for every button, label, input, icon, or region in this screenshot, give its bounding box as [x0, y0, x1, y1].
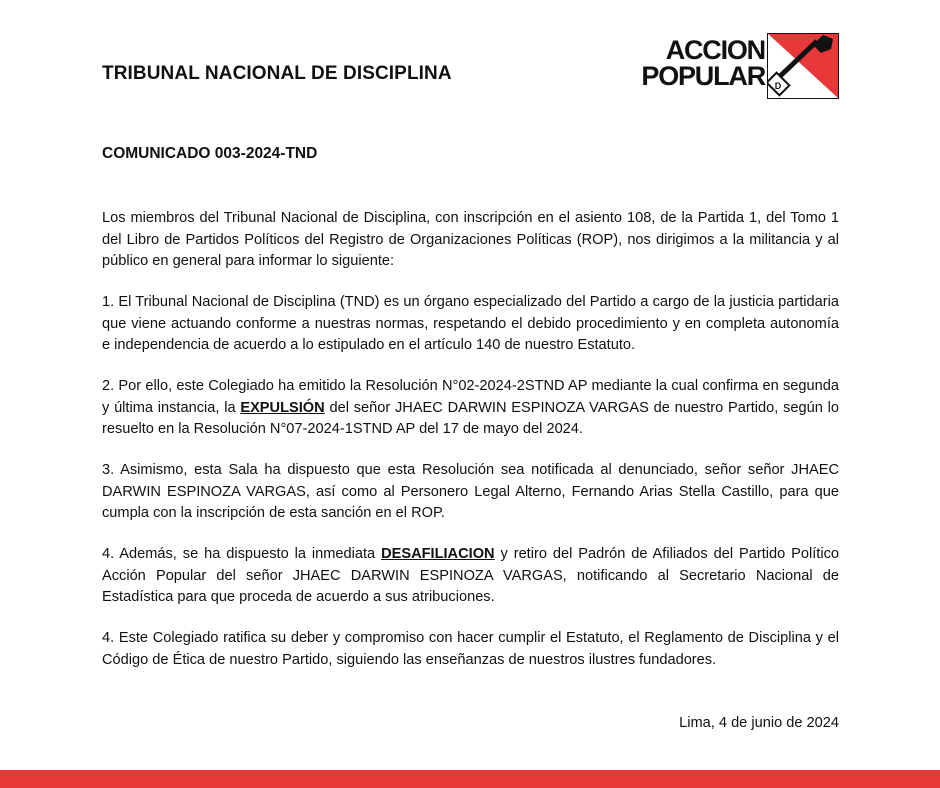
footer-red-bar [0, 770, 940, 788]
comunicado-number: COMUNICADO 003-2024-TND [102, 145, 318, 162]
shovel-emblem-icon [767, 33, 839, 99]
point-4-paragraph [102, 544, 839, 609]
desafiliacion-emphasis: DESAFILIACION [381, 546, 495, 562]
expulsion-emphasis: EXPULSIÓN [240, 399, 325, 416]
point-2-paragraph [102, 376, 839, 441]
shovel-letter: D [774, 81, 782, 91]
point-4-text-before: 4. Además, se ha dispuesto la inmediata [102, 546, 382, 562]
point-4-text-after: y retiro del Padrón de Afiliados del Partido Político Acción Popular del señor JHAEC DARWIN ESPINOZA VARGAS, notificando al Secretario Nacional de Estadística para que proceda de acuerdo a sus atribuciones. [102, 546, 840, 605]
document-date: Lima, 4 de junio de 2024 [679, 715, 839, 731]
point-2-text-after: del señor JHAEC DARWIN ESPINOZA VARGAS de nuestro Partido, según lo resuelto en la Resolución N°07-2024-1STND AP del 17 de mayo del 2024. [102, 399, 839, 437]
document-title: TRIBUNAL NACIONAL DE DISCIPLINA [102, 63, 452, 84]
logo-line-2: POPULAR [641, 61, 765, 91]
point-3-paragraph: 3. Asimismo, esta Sala ha dispuesto que esta Resolución sea notificada al denunciado, señor señor JHAEC DARWIN ESPINOZA VARGAS, así como al Personero Legal Alterno, Fernando Arias Stella Castillo, para que cumpla con la inscripción de esta sanción en el ROP. [102, 462, 839, 521]
accion-popular-logo [607, 33, 839, 99]
point-2-text-before: 2. Por ello, este Colegiado ha emitido la Resolución N°02-2024-2STND AP mediante la cual confirma en segunda y última instancia, la [102, 378, 839, 416]
logo-line-1: ACCION [665, 35, 765, 65]
logo-wordmark [607, 37, 765, 89]
point-5-paragraph: 4. Este Colegiado ratifica su deber y compromiso con hacer cumplir el Estatuto, el Reglamento de Disciplina y el Código de Ética de nuestro Partido, siguiendo las enseñanzas de nuestros ilustres fundadores. [102, 630, 839, 668]
document-body [102, 208, 839, 691]
point-1-paragraph: 1. El Tribunal Nacional de Disciplina (TND) es un órgano especializado del Partido a cargo de la justicia partidaria que viene actuando conforme a nuestras normas, respetando el debido procedimiento y en completa autonomía e independencia de acuerdo a lo estipulado en el artículo 140 de nuestro Estatuto. [102, 294, 839, 353]
intro-paragraph: Los miembros del Tribunal Nacional de Disciplina, con inscripción en el asiento 108, de la Partida 1, del Tomo 1 del Libro de Partidos Políticos del Registro de Organizaciones Políticas (ROP), nos dirigimos a la militancia y al público en general para informar lo siguiente: [102, 210, 839, 269]
